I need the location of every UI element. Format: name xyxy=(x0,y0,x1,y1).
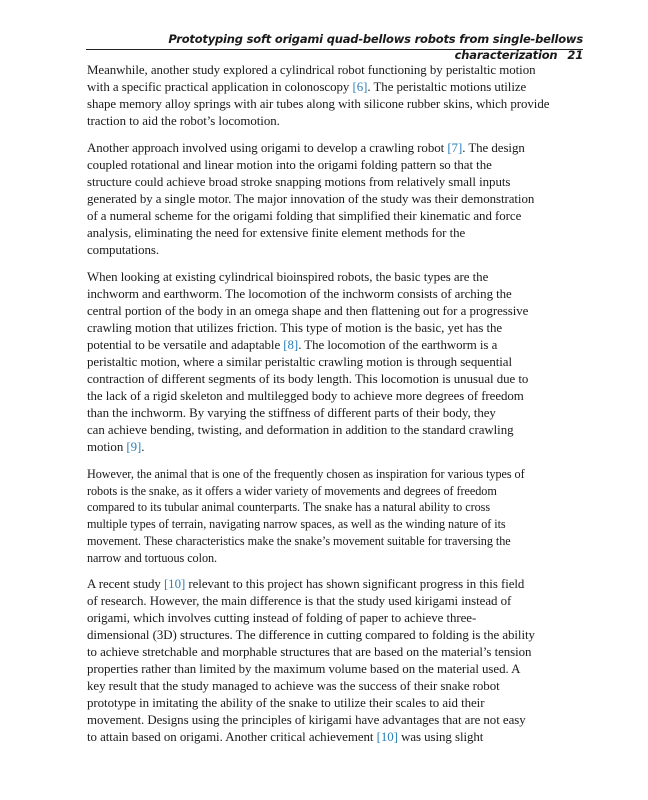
citation-link[interactable]: [7] xyxy=(447,141,463,155)
text-segment: When looking at existing cylindrical bioinspired robots, the basic types are the xyxy=(87,270,489,284)
running-header xyxy=(86,31,583,62)
text-segment: . The peristaltic motions utilize xyxy=(367,80,527,94)
text-line xyxy=(87,550,587,567)
text-segment: can achieve bending, twisting, and deformation in addition to the standard crawling xyxy=(87,423,514,437)
text-segment: However, the animal that is one of the frequently chosen as inspiration for various types of xyxy=(87,467,525,481)
text-segment: Meanwhile, another study explored a cylindrical robot functioning by peristaltic motion xyxy=(87,63,536,77)
text-line xyxy=(87,286,587,303)
text-line xyxy=(87,593,587,610)
text-segment: shape memory alloy springs with air tubes along with silicone rubber skins, which provide xyxy=(87,97,550,111)
text-line xyxy=(87,62,587,79)
text-line xyxy=(87,388,587,405)
citation-link[interactable]: [10] xyxy=(376,730,398,745)
running-header-title: Prototyping soft origami quad-bellows robots from single-bellows characterization xyxy=(168,32,583,62)
paragraph-origami-crawler xyxy=(87,140,587,259)
text-segment: relevant to this project has shown significant progress in this field xyxy=(185,577,525,592)
text-segment: potential to be versatile and adaptable xyxy=(87,338,284,352)
text-segment: . The design xyxy=(462,141,525,155)
text-segment: . The locomotion of the earthworm is a xyxy=(298,338,498,352)
text-line xyxy=(87,405,587,422)
text-line xyxy=(87,269,587,286)
text-segment: A recent study xyxy=(87,577,164,592)
text-segment: computations. xyxy=(87,243,160,257)
text-line xyxy=(87,96,587,113)
text-segment: the lack of a rigid skeleton and multilegged body to achieve more degrees of freedom xyxy=(87,389,524,403)
text-segment: compared to its tubular animal counterparts. The snake has a natural ability to cross xyxy=(87,500,491,515)
text-line xyxy=(87,610,587,627)
text-line xyxy=(87,576,587,593)
text-line xyxy=(87,678,587,695)
text-line xyxy=(87,242,587,259)
text-segment: robots is the snake, as it offers a wider variety of movements and degrees of freedom xyxy=(87,483,497,498)
text-segment: generated by a single motor. The major innovation of the study was their demonstration xyxy=(87,192,535,206)
citation-link[interactable]: [6] xyxy=(352,80,368,94)
text-line xyxy=(87,729,587,746)
text-segment: Another approach involved using origami to develop a crawling robot xyxy=(87,141,448,155)
paragraph-snake-inspiration xyxy=(87,466,587,566)
text-line xyxy=(87,320,587,337)
text-segment: multiple types of terrain, navigating narrow spaces, as well as the winding nature of its xyxy=(87,517,506,532)
text-line xyxy=(87,140,587,157)
text-line xyxy=(87,695,587,712)
text-line xyxy=(87,225,587,242)
text-segment: of research. However, the main difference is that the study used kirigami instead of xyxy=(87,594,512,609)
text-line xyxy=(87,191,587,208)
text-segment: crawling motion that utilizes friction. This type of motion is the basic, yet has the xyxy=(87,321,503,335)
text-segment: . xyxy=(141,440,145,454)
text-segment: prototype in imitating the ability of the snake to utilize their scales to aid their xyxy=(87,696,485,711)
text-segment: movement. Designs using the principles of kirigami have advantages that are not easy xyxy=(87,713,526,728)
text-line xyxy=(87,466,587,483)
page-number: 21 xyxy=(567,48,583,62)
text-line xyxy=(87,661,587,678)
text-segment: peristaltic motion, where a similar peristaltic crawling motion is through sequential xyxy=(87,355,512,369)
text-line xyxy=(87,113,587,130)
text-line xyxy=(87,337,587,354)
text-segment: with a specific practical application in colonoscopy xyxy=(87,80,353,94)
text-line xyxy=(87,483,587,500)
text-line xyxy=(87,354,587,371)
text-line xyxy=(87,533,587,550)
text-segment: inchworm and earthworm. The locomotion of the inchworm consists of arching the xyxy=(87,287,512,301)
text-segment: analysis, eliminating the need for extensive finite element methods for the xyxy=(87,226,466,240)
text-line xyxy=(87,627,587,644)
text-segment: was using slight xyxy=(397,730,484,745)
citation-link[interactable]: [8] xyxy=(283,338,299,352)
text-line xyxy=(87,499,587,516)
text-line xyxy=(87,439,587,456)
text-line xyxy=(87,157,587,174)
text-segment: dimensional (3D) structures. The difference in cutting compared to folding is the ability xyxy=(87,628,535,643)
text-line xyxy=(87,79,587,96)
text-line xyxy=(87,712,587,729)
paragraph-kirigami-study xyxy=(87,576,587,746)
text-line xyxy=(87,371,587,388)
text-segment: to attain based on origami. Another critical achievement xyxy=(87,730,377,745)
text-segment: contraction of different segments of its body length. This locomotion is unusual due to xyxy=(87,372,529,386)
text-segment: key result that the study managed to achieve was the success of their snake robot xyxy=(87,679,500,694)
text-segment: than the inchworm. By varying the stiffness of different parts of their body, they xyxy=(87,406,496,420)
citation-link[interactable]: [9] xyxy=(126,440,142,454)
text-line xyxy=(87,422,587,439)
text-segment: motion xyxy=(87,440,127,454)
text-segment: structure could achieve broad stroke snapping motions from relatively small inputs xyxy=(87,175,511,189)
text-segment: to achieve stretchable and morphable structures that are based on the material’s tension xyxy=(87,645,532,660)
text-segment: coupled rotational and linear motion into the origami folding pattern so that the xyxy=(87,158,492,172)
text-segment: origami, which involves cutting instead of folding of paper to achieve three- xyxy=(87,611,477,626)
text-segment: of a numeral scheme for the origami folding that simplified their kinematic and force xyxy=(87,209,522,223)
text-segment: movement. These characteristics make the snake’s movement suitable for traversing the xyxy=(87,533,511,548)
text-segment: traction to aid the robot’s locomotion. xyxy=(87,114,280,128)
paragraph-inchworm-earthworm xyxy=(87,269,587,456)
text-line xyxy=(87,516,587,533)
text-segment: central portion of the body in an omega shape and then flattening out for a progressive xyxy=(87,304,529,318)
text-segment: properties rather than limited by the maximum volume based on the material used. A xyxy=(87,662,521,677)
citation-link[interactable]: [10] xyxy=(163,577,186,592)
text-line xyxy=(87,174,587,191)
text-line xyxy=(87,208,587,225)
paragraph-peristaltic-robot xyxy=(87,62,587,130)
text-line xyxy=(87,644,587,661)
text-segment: narrow and tortuous colon. xyxy=(87,550,218,565)
body-text xyxy=(87,62,587,756)
text-line xyxy=(87,303,587,320)
